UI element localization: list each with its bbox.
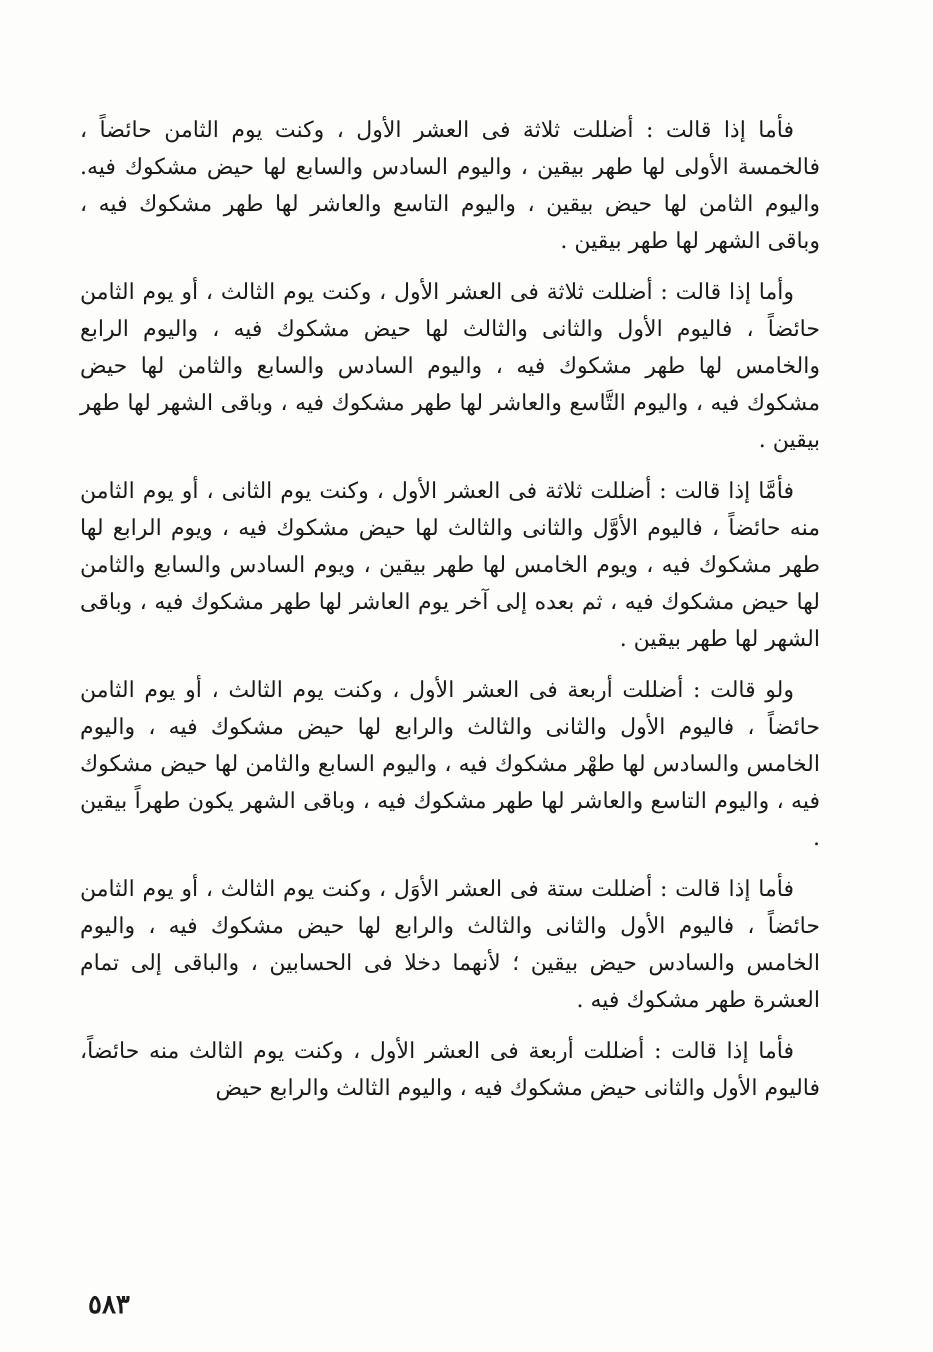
paragraph-3: فأمَّا إذا قالت : أضللت ثلاثة فى العشر الأول ، وكنت يوم الثانى ، أو يوم الثامن منه حائضاً ، فاليوم الأوَّل والثانى والثالث لها حيض مشكوك فيه ، ويوم الرابع لها طهر مشكوك فيه ، ويوم الخامس لها طهر بيقين ، ويوم السادس والسابع والثامن لها حيض مشكوك فيه ، ثم بعده إلى آخر يوم العاشر لها طهر مشكوك فيه ، وباقى الشهر لها طهر بيقين .	[80, 479, 820, 652]
paragraph-5: فأما إذا قالت : أضللت ستة فى العشر الأوَل ، وكنت يوم الثالث ، أو يوم الثامن حائضاً ، فاليوم الأول والثانى والثالث والرابع لها حيض مشكوك فيه ، واليوم الخامس والسادس حيض بيقين ؛ لأنهما دخلا فى الحسابين ، والباقى إلى تمام العشرة طهر مشكوك فيه .	[80, 877, 820, 1013]
page-number: ٥٨٣	[88, 1290, 130, 1320]
paragraph-4: ولو قالت : أضللت أربعة فى العشر الأول ، وكنت يوم الثالث ، أو يوم الثامن حائضاً ، فاليوم الأول والثانى والثالث والرابع لها حيض مشكوك فيه ، واليوم الخامس والسادس لها طهْر مشكوك فيه ، واليوم السابع والثامن لها حيض مشكوك فيه ، واليوم التاسع والعاشر لها طهر مشكوك فيه ، وباقى الشهر يكون طهراً بيقين .	[80, 678, 820, 851]
body-text	[80, 112, 820, 1121]
paragraph-2: وأما إذا قالت : أضللت ثلاثة فى العشر الأول ، وكنت يوم الثالث ، أو يوم الثامن حائضاً ، فاليوم الأول والثانى والثالث لها حيض مشكوك فيه ، واليوم الرابع والخامس لها طهر مشكوك فيه ، واليوم السادس والسابع والثامن لها حيض مشكوك فيه ، واليوم التَّاسع والعاشر لها طهر مشكوك فيه ، وباقى الشهر لها طهر بيقين .	[80, 280, 820, 453]
paragraph-6: فأما إذا قالت : أضللت أربعة فى العشر الأول ، وكنت يوم الثالث منه حائضاً، فاليوم الأول والثانى حيض مشكوك فيه ، واليوم الثالث والرابع حيض	[80, 1039, 820, 1101]
paragraph-1: فأما إذا قالت : أضللت ثلاثة فى العشر الأول ، وكنت يوم الثامن حائضاً ، فالخمسة الأولى لها طهر بيقين ، واليوم السادس والسابع لها حيض مشكوك فيه. واليوم الثامن لها حيض بيقين ، واليوم التاسع والعاشر لها طهر مشكوك فيه ، وباقى الشهر لها طهر بيقين .	[80, 118, 820, 254]
